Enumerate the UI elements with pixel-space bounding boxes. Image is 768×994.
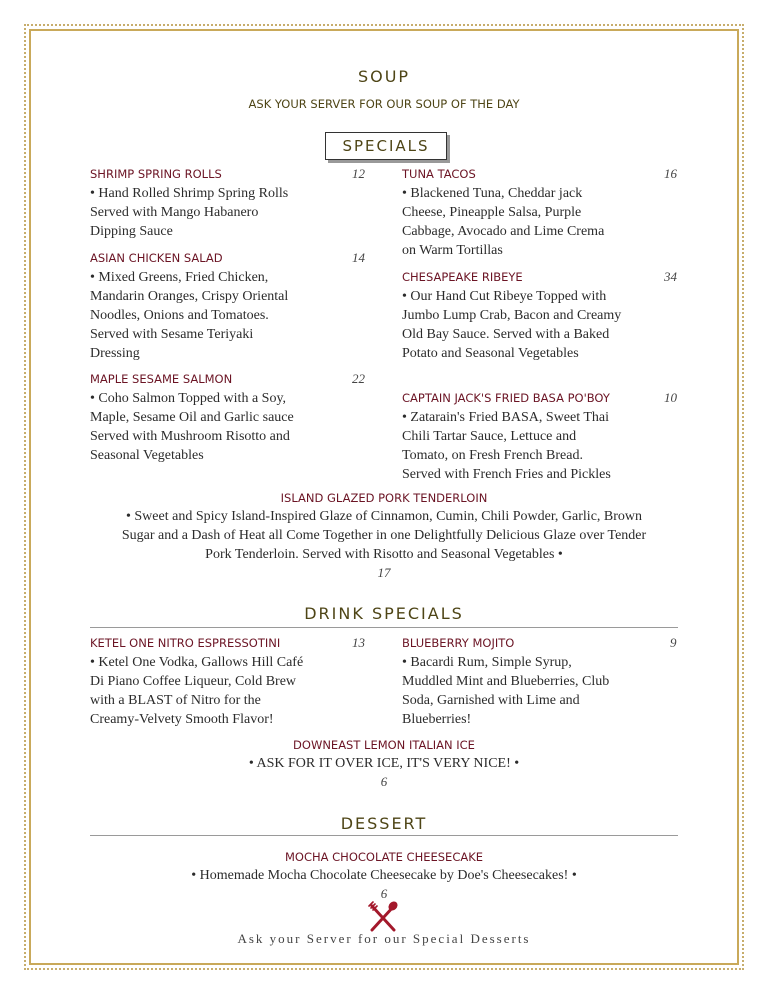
item-description: • Zatarain's Fried BASA, Sweet Thai Chili Tartar Sauce, Lettuce and Tomato, on Fresh French Bread. Served with French Fries and Pickles [402,410,611,482]
item-description: • Sweet and Spicy Island-Inspired Glaze of Cinnamon, Cumin, Chili Powder, Garlic, Brown Sugar and a Dash of Heat all Come Together in one Delightfully Delicious Glaze over Tender Pork Tenderloin. Served with Risotto and Seasonal Vegetables • [121,509,647,562]
soup-heading: SOUP [357,67,411,86]
item-name: CAPTAIN JACK'S FRIED BASA PO'BOY [402,391,610,405]
item-price: 10 [664,390,677,405]
item-name: BLUEBERRY MOJITO [402,636,515,650]
item-price: 14 [352,250,365,265]
item-price: 17 [377,565,391,580]
item-name: MOCHA CHOCOLATE CHEESECAKE [284,850,484,864]
menu-item-maple-sesame-salmon [90,370,310,465]
item-name: MAPLE SESAME SALMON [90,372,233,386]
item-name: ASIAN CHICKEN SALAD [90,251,223,265]
item-price: 6 [380,774,388,789]
menu-item-mocha-cheesecake [100,848,668,903]
drink-specials-heading: DRINK SPECIALS [304,604,464,623]
item-description: • Hand Rolled Shrimp Spring Rolls Served with Mango Habanero Dipping Sauce [90,186,289,239]
menu-item-chesapeake-ribeye [402,268,624,363]
item-description: • Blackened Tuna, Cheddar jack Cheese, Pineapple Salsa, Purple Cabbage, Avocado and Lime Crema on Warm Tortillas [402,186,605,258]
item-price: 12 [352,166,365,181]
item-price: 16 [664,166,677,181]
menu-item-ketel-one-espressotini [90,634,310,729]
divider [90,835,678,836]
soup-subtitle: ASK YOUR SERVER FOR OUR SOUP OF THE DAY [248,97,520,111]
item-description: • Coho Salmon Topped with a Soy, Maple, Sesame Oil and Garlic sauce Served with Mushroom Risotto and Seasonal Vegetables [90,391,294,463]
item-price: 6 [380,886,388,901]
menu-item-captain-jacks-po-boy [402,389,624,484]
menu-item-asian-chicken-salad [90,249,305,363]
item-price: 22 [352,371,365,386]
menu-item-tuna-tacos [402,165,620,260]
item-description: • ASK FOR IT OVER ICE, IT'S VERY NICE! • [248,756,520,771]
dessert-heading: DESSERT [340,814,428,833]
item-description: • Ketel One Vodka, Gallows Hill Café Di Piano Coffee Liqueur, Cold Brew with a BLAST of Nitro for the Creamy-Velvety Smooth Flavor! [90,655,304,727]
item-name: DOWNEAST LEMON ITALIAN ICE [293,738,475,752]
menu-item-shrimp-spring-rolls [90,165,305,241]
specials-heading: SPECIALS [325,132,447,160]
item-name: TUNA TACOS [402,167,476,181]
item-name: SHRIMP SPRING ROLLS [90,167,222,181]
item-price: 9 [670,635,677,650]
item-description: • Bacardi Rum, Simple Syrup, Muddled Mint and Blueberries, Club Soda, Garnished with Lime and Blueberries! [402,655,610,727]
item-name: KETEL ONE NITRO ESPRESSOTINI [90,636,281,650]
item-description: • Mixed Greens, Fried Chicken, Mandarin Oranges, Crispy Oriental Noodles, Onions and Tomatoes. Served with Sesame Teriyaki Dressing [90,270,289,361]
item-description: • Our Hand Cut Ribeye Topped with Jumbo Lump Crab, Bacon and Creamy Old Bay Sauce. Served with a Baked Potato and Seasonal Vegetables [402,289,622,361]
item-name: CHESAPEAKE RIBEYE [402,270,523,284]
item-description: • Homemade Mocha Chocolate Cheesecake by Doe's Cheesecakes! • [191,868,577,883]
menu-item-downeast-lemon-ice [100,736,668,791]
divider [90,627,678,628]
item-name: ISLAND GLAZED PORK TENDERLOIN [280,491,488,505]
item-price: 13 [352,635,365,650]
item-price: 34 [664,269,677,284]
fork-and-spoon-icon [366,900,400,932]
dessert-footer-note: Ask your Server for our Special Desserts [237,931,531,946]
menu-item-blueberry-mojito [402,634,624,729]
menu-item-island-glazed-pork [110,489,658,582]
